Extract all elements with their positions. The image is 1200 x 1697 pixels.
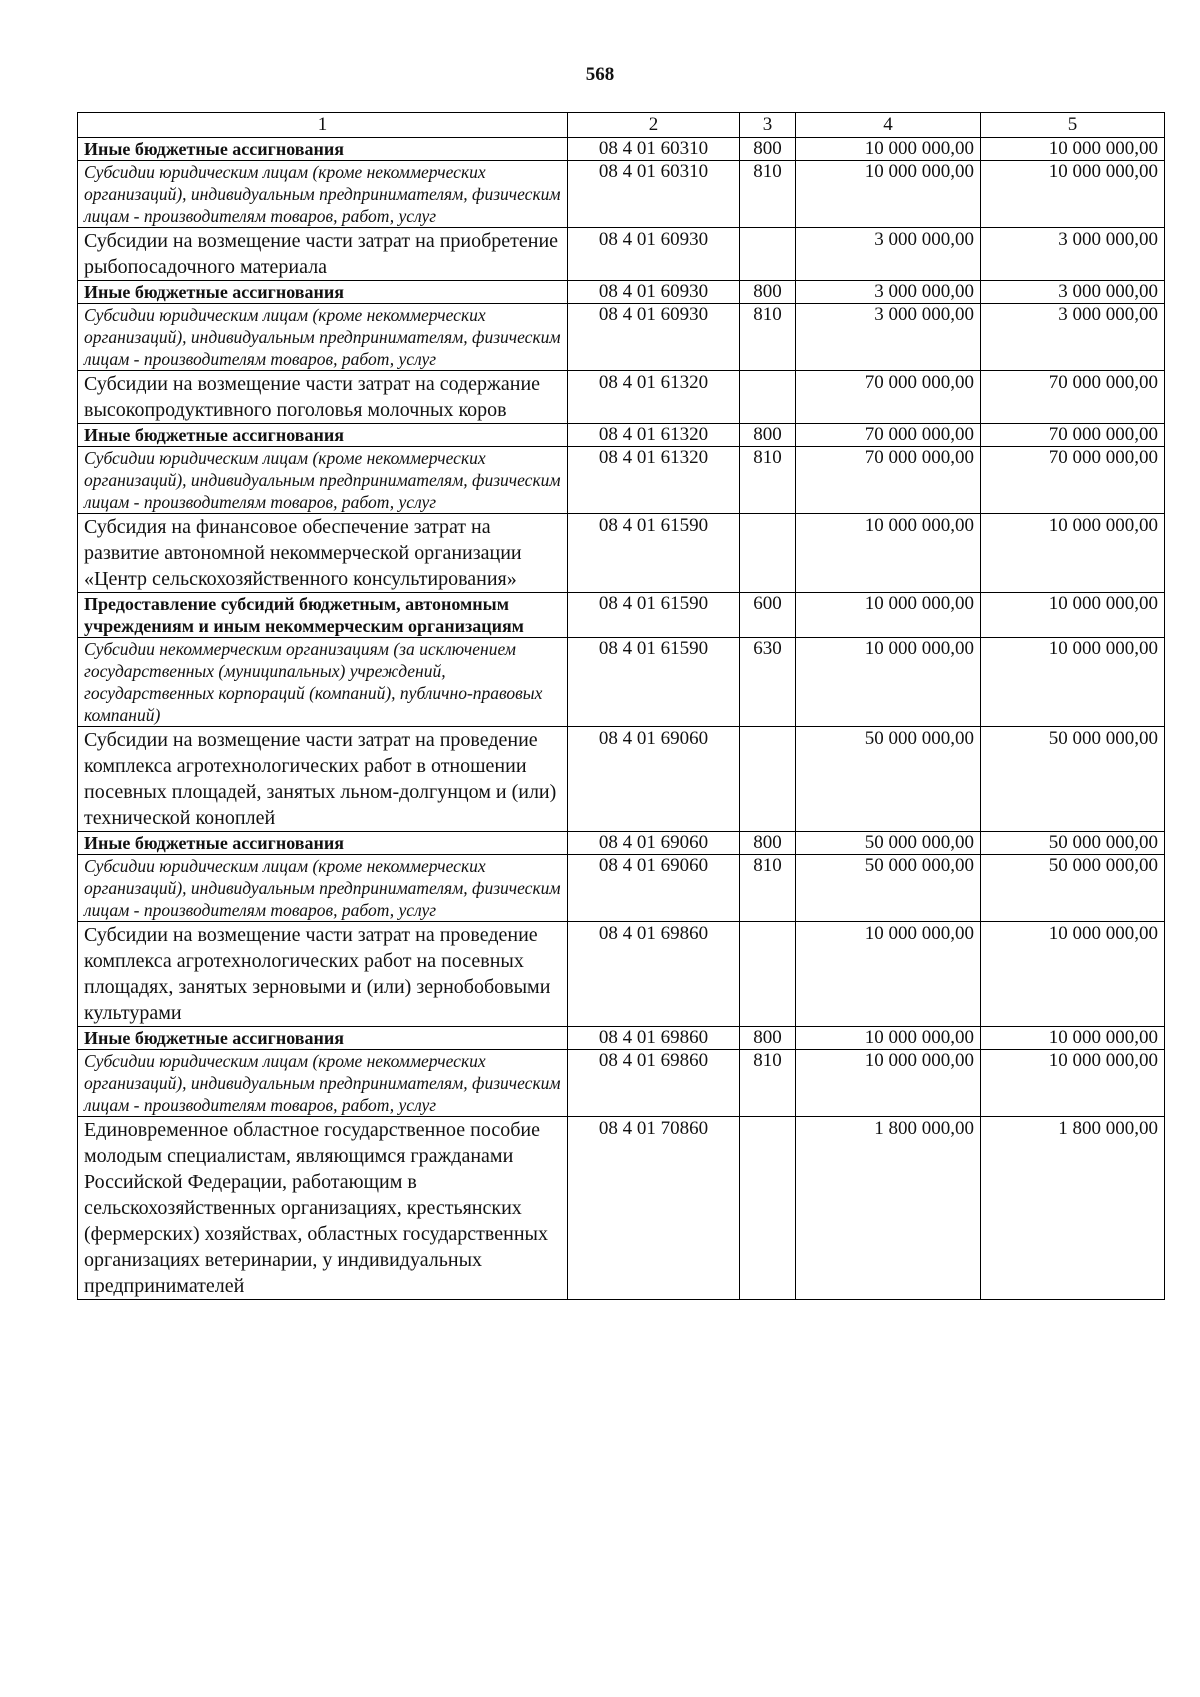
- row-name-cell: Субсидии некоммерческим организациям (за исключением государственных (муниципальных) учреждений, государственных корпораций (компаний), публично-правовых компаний): [78, 638, 568, 727]
- row-code-cell: 08 4 01 69060: [568, 727, 740, 832]
- row-amount-col5-cell: 10 000 000,00: [981, 1027, 1165, 1050]
- row-name-cell: Иные бюджетные ассигнования: [78, 1027, 568, 1050]
- row-type-cell: 800: [740, 424, 796, 447]
- row-amount-col4-cell: 10 000 000,00: [796, 1027, 981, 1050]
- header-col-1: 1: [78, 113, 568, 138]
- row-name-cell: Субсидии на возмещение части затрат на приобретение рыбопосадочного материала: [78, 228, 568, 281]
- row-name-cell: Субсидия на финансовое обеспечение затрат на развитие автономной некоммерческой организации «Центр сельскохозяйственного консультирования»: [78, 514, 568, 593]
- row-amount-col4-cell: 50 000 000,00: [796, 832, 981, 855]
- table-row: [78, 832, 1165, 855]
- table-row: [78, 161, 1165, 228]
- table-row: [78, 1117, 1165, 1300]
- row-amount-col4-cell: 10 000 000,00: [796, 161, 981, 228]
- row-amount-col4-cell: 70 000 000,00: [796, 371, 981, 424]
- row-amount-col4-cell: 1 800 000,00: [796, 1117, 981, 1300]
- row-code-cell: 08 4 01 60310: [568, 138, 740, 161]
- row-type-cell: 810: [740, 1050, 796, 1117]
- row-amount-col4-cell: 10 000 000,00: [796, 1050, 981, 1117]
- row-amount-col5-cell: 70 000 000,00: [981, 424, 1165, 447]
- row-name-cell: Субсидии юридическим лицам (кроме некоммерческих организаций), индивидуальным предпринимателям, физическим лицам - производителям товаров, работ, услуг: [78, 161, 568, 228]
- row-type-cell: [740, 371, 796, 424]
- table-row: [78, 1050, 1165, 1117]
- table-row: [78, 281, 1165, 304]
- row-type-cell: 630: [740, 638, 796, 727]
- row-code-cell: 08 4 01 60930: [568, 228, 740, 281]
- table-row: [78, 593, 1165, 638]
- table-row: [78, 138, 1165, 161]
- row-amount-col4-cell: 10 000 000,00: [796, 514, 981, 593]
- row-code-cell: 08 4 01 60930: [568, 304, 740, 371]
- row-amount-col4-cell: 70 000 000,00: [796, 447, 981, 514]
- row-code-cell: 08 4 01 60930: [568, 281, 740, 304]
- row-name-cell: Субсидии на возмещение части затрат на проведение комплекса агротехнологических работ в отношении посевных площадей, занятых льном-долгунцом и (или) технической коноплей: [78, 727, 568, 832]
- row-amount-col5-cell: 3 000 000,00: [981, 304, 1165, 371]
- table-row: [78, 1027, 1165, 1050]
- row-amount-col5-cell: 10 000 000,00: [981, 638, 1165, 727]
- row-name-cell: Субсидии юридическим лицам (кроме некоммерческих организаций), индивидуальным предпринимателям, физическим лицам - производителям товаров, работ, услуг: [78, 1050, 568, 1117]
- row-amount-col5-cell: 10 000 000,00: [981, 922, 1165, 1027]
- row-amount-col5-cell: 1 800 000,00: [981, 1117, 1165, 1300]
- table-row: [78, 638, 1165, 727]
- row-type-cell: [740, 1117, 796, 1300]
- table-body: [78, 138, 1165, 1300]
- row-amount-col5-cell: 10 000 000,00: [981, 514, 1165, 593]
- row-amount-col5-cell: 50 000 000,00: [981, 855, 1165, 922]
- row-type-cell: 800: [740, 281, 796, 304]
- row-amount-col5-cell: 50 000 000,00: [981, 727, 1165, 832]
- row-amount-col5-cell: 50 000 000,00: [981, 832, 1165, 855]
- row-amount-col5-cell: 10 000 000,00: [981, 138, 1165, 161]
- row-code-cell: 08 4 01 61320: [568, 371, 740, 424]
- row-code-cell: 08 4 01 61590: [568, 593, 740, 638]
- table-header-row: [78, 113, 1165, 138]
- row-amount-col5-cell: 70 000 000,00: [981, 447, 1165, 514]
- row-amount-col4-cell: 50 000 000,00: [796, 855, 981, 922]
- row-amount-col5-cell: 3 000 000,00: [981, 281, 1165, 304]
- row-amount-col4-cell: 10 000 000,00: [796, 922, 981, 1027]
- row-amount-col4-cell: 3 000 000,00: [796, 304, 981, 371]
- row-code-cell: 08 4 01 69860: [568, 1050, 740, 1117]
- row-amount-col4-cell: 10 000 000,00: [796, 593, 981, 638]
- row-amount-col5-cell: 10 000 000,00: [981, 593, 1165, 638]
- row-code-cell: 08 4 01 69060: [568, 832, 740, 855]
- row-type-cell: 800: [740, 138, 796, 161]
- table-row: [78, 922, 1165, 1027]
- row-name-cell: Субсидии на возмещение части затрат на проведение комплекса агротехнологических работ на посевных площадях, занятых зерновыми и (или) зернобобовыми культурами: [78, 922, 568, 1027]
- table-row: [78, 424, 1165, 447]
- row-type-cell: 800: [740, 1027, 796, 1050]
- page-number: 568: [585, 64, 615, 85]
- row-type-cell: [740, 727, 796, 832]
- table-row: [78, 447, 1165, 514]
- row-name-cell: Иные бюджетные ассигнования: [78, 281, 568, 304]
- budget-table: [77, 112, 1165, 1300]
- row-type-cell: 810: [740, 855, 796, 922]
- row-amount-col4-cell: 70 000 000,00: [796, 424, 981, 447]
- row-type-cell: 810: [740, 447, 796, 514]
- header-col-3: 3: [740, 113, 796, 138]
- row-type-cell: [740, 514, 796, 593]
- row-name-cell: Иные бюджетные ассигнования: [78, 424, 568, 447]
- row-name-cell: Субсидии юридическим лицам (кроме некоммерческих организаций), индивидуальным предпринимателям, физическим лицам - производителям товаров, работ, услуг: [78, 855, 568, 922]
- row-type-cell: [740, 922, 796, 1027]
- table-row: [78, 514, 1165, 593]
- row-amount-col5-cell: 10 000 000,00: [981, 1050, 1165, 1117]
- row-name-cell: Иные бюджетные ассигнования: [78, 138, 568, 161]
- row-type-cell: 810: [740, 161, 796, 228]
- header-col-5: 5: [981, 113, 1165, 138]
- table-row: [78, 371, 1165, 424]
- row-name-cell: Субсидии на возмещение части затрат на содержание высокопродуктивного поголовья молочных коров: [78, 371, 568, 424]
- row-name-cell: Единовременное областное государственное пособие молодым специалистам, являющимся гражданами Российской Федерации, работающим в сельскохозяйственных организациях, крестьянских (фермерских) хозяйствах, областных государственных организациях ветеринарии, у индивидуальных предпринимателей: [78, 1117, 568, 1300]
- row-code-cell: 08 4 01 61590: [568, 638, 740, 727]
- row-amount-col5-cell: 3 000 000,00: [981, 228, 1165, 281]
- table-row: [78, 855, 1165, 922]
- row-amount-col4-cell: 10 000 000,00: [796, 638, 981, 727]
- row-amount-col4-cell: 3 000 000,00: [796, 281, 981, 304]
- row-code-cell: 08 4 01 61320: [568, 447, 740, 514]
- row-code-cell: 08 4 01 69860: [568, 1027, 740, 1050]
- row-code-cell: 08 4 01 70860: [568, 1117, 740, 1300]
- row-type-cell: [740, 228, 796, 281]
- row-type-cell: 810: [740, 304, 796, 371]
- row-code-cell: 08 4 01 61590: [568, 514, 740, 593]
- row-code-cell: 08 4 01 61320: [568, 424, 740, 447]
- row-name-cell: Субсидии юридическим лицам (кроме некоммерческих организаций), индивидуальным предпринимателям, физическим лицам - производителям товаров, работ, услуг: [78, 447, 568, 514]
- table-row: [78, 304, 1165, 371]
- row-name-cell: Предоставление субсидий бюджетным, автономным учреждениям и иным некоммерческим организациям: [78, 593, 568, 638]
- row-code-cell: 08 4 01 69060: [568, 855, 740, 922]
- row-code-cell: 08 4 01 69860: [568, 922, 740, 1027]
- row-type-cell: 800: [740, 832, 796, 855]
- header-col-4: 4: [796, 113, 981, 138]
- row-amount-col4-cell: 3 000 000,00: [796, 228, 981, 281]
- row-name-cell: Субсидии юридическим лицам (кроме некоммерческих организаций), индивидуальным предпринимателям, физическим лицам - производителям товаров, работ, услуг: [78, 304, 568, 371]
- row-code-cell: 08 4 01 60310: [568, 161, 740, 228]
- row-amount-col4-cell: 10 000 000,00: [796, 138, 981, 161]
- table-row: [78, 727, 1165, 832]
- row-name-cell: Иные бюджетные ассигнования: [78, 832, 568, 855]
- row-type-cell: 600: [740, 593, 796, 638]
- row-amount-col5-cell: 10 000 000,00: [981, 161, 1165, 228]
- table-row: [78, 228, 1165, 281]
- row-amount-col4-cell: 50 000 000,00: [796, 727, 981, 832]
- header-col-2: 2: [568, 113, 740, 138]
- row-amount-col5-cell: 70 000 000,00: [981, 371, 1165, 424]
